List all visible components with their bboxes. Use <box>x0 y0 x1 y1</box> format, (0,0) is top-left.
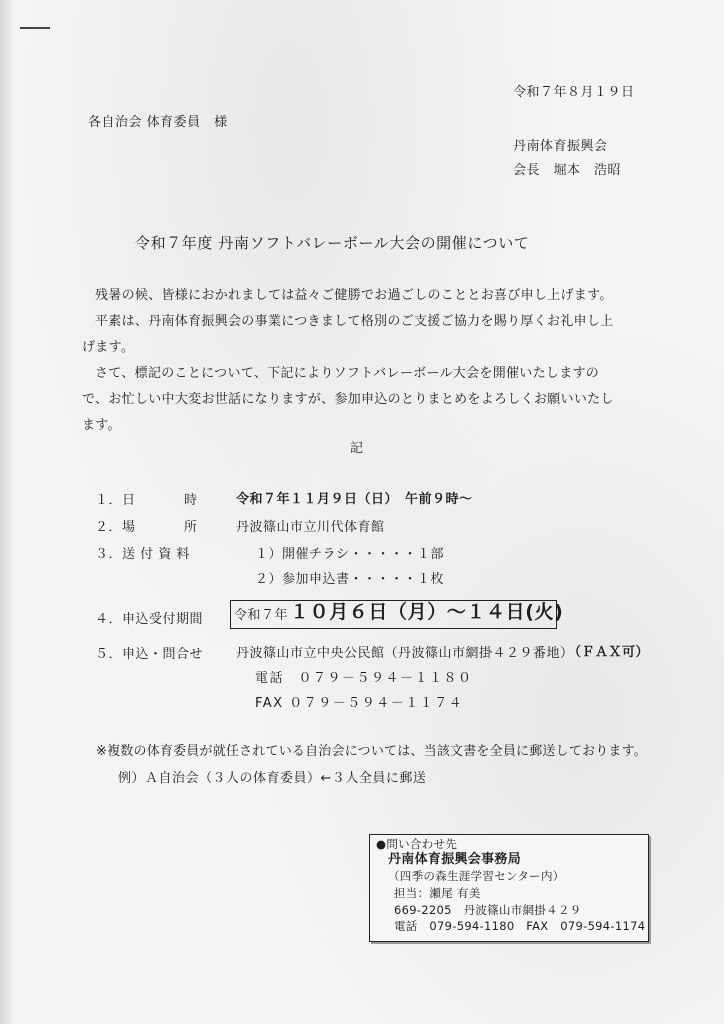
contact-fax: FAX ０７９－５９４－１１７４ <box>255 696 464 711</box>
scan-edge-shadow <box>0 0 14 1024</box>
documents-label: ３．送 付 資 料 <box>95 547 190 562</box>
inquiry-contact-box <box>369 834 649 942</box>
event-date-value: 令和７年１１月９日（日） 午前９時～ <box>236 492 473 507</box>
greeting-paragraph: 残暑の候、皆様におかれましては益々ご健勝でお過ごしのこととお喜び申し上げます。 <box>95 288 613 303</box>
document-date: 令和７年８月１９日 <box>513 85 635 100</box>
inquiry-phone-fax: 電話 079-594-1180 FAX 079-594-1174 <box>394 919 646 933</box>
document-title: 令和７年度 丹南ソフトバレーボール大会の開催について <box>135 234 530 252</box>
inquiry-person: 担当：瀬尾 有美 <box>394 886 481 900</box>
request-paragraph: さて、標記のことについて、下記によりソフトバレーボール大会を開催いたしますので、お忙しい中大変お世話になりますが、参加申込のとりまとめをよろしくお願いいたします。 <box>82 366 614 433</box>
date-label-char-1: 日 <box>122 493 136 508</box>
application-period-label: ４．申込受付期間 <box>95 612 204 627</box>
multiple-members-note: ※複数の体育委員が就任されている自治会については、当該文書を全員に郵送しております。 <box>96 744 647 759</box>
inquiry-office-location: （四季の森生涯学習センター内） <box>388 869 565 883</box>
thanks-paragraph: 平素は、丹南体育振興会の事業につきまして格別のご支援ご協力を賜り厚くお礼申し上げます。 <box>82 314 614 355</box>
place-label-number: ２． <box>95 520 123 535</box>
example-note: 例）Ａ自治会（３人の体育委員）←３人全員に郵送 <box>118 771 427 786</box>
contact-place: 丹波篠山市立中央公民館（丹波篠山市網掛４２９番地） <box>236 646 574 661</box>
inquiry-office-name: 丹南体育振興会事務局 <box>388 852 522 867</box>
sender-name: 会長 堀本 浩昭 <box>513 163 622 178</box>
fax-accepted-note: （ＦＡＸ可） <box>568 645 650 660</box>
contact-telephone: 電話 ０７９－５９４－１１８０ <box>255 671 473 686</box>
contact-label: ５．申込・問合せ <box>95 647 204 662</box>
application-period-prefix: 令和７年 <box>234 608 289 623</box>
sender-organization: 丹南体育振興会 <box>513 139 608 154</box>
inquiry-address: 669-2205 丹波篠山市網掛４２９ <box>394 903 582 917</box>
inquiry-heading: ●問い合わせ先 <box>376 837 458 851</box>
date-label-char-2: 時 <box>184 493 198 508</box>
document-item-flyer: １）開催チラシ・・・・・１部 <box>255 547 445 562</box>
event-place-value: 丹波篠山市立川代体育館 <box>236 520 385 535</box>
scan-mark <box>20 27 50 29</box>
place-label-char-1: 場 <box>122 520 136 535</box>
application-period-value: １０月６日（月）～１４日(火) <box>290 601 564 623</box>
ki-marker: 記 <box>350 441 364 456</box>
document-item-application: ２）参加申込書・・・・・１枚 <box>255 572 445 587</box>
place-label-char-2: 所 <box>184 520 198 535</box>
recipient: 各自治会 体育委員 様 <box>88 115 228 130</box>
date-label-number: １． <box>95 493 123 508</box>
